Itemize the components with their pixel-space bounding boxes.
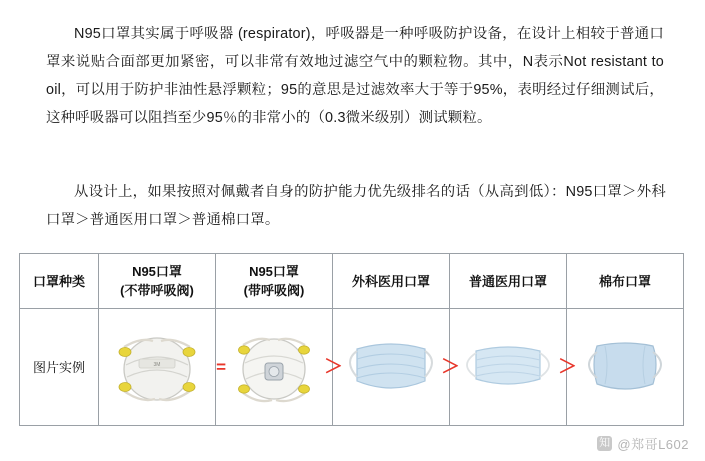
header-main-3: 外科医用口罩 bbox=[351, 273, 430, 289]
connector-1: = bbox=[216, 357, 226, 377]
connector-4: ＞ bbox=[557, 356, 577, 378]
mask-cell-surgical bbox=[333, 309, 460, 426]
mask-cell-n95-no-valve bbox=[99, 309, 226, 426]
watermark-text: @郑哥L602 bbox=[617, 437, 689, 452]
svg-text:3M: 3M bbox=[153, 362, 161, 368]
surgical-mask-icon bbox=[335, 327, 447, 407]
table-image-row bbox=[20, 309, 684, 426]
medical-mask-icon bbox=[452, 327, 564, 407]
header-main-5: 棉布口罩 bbox=[598, 273, 651, 289]
table-header-row bbox=[20, 254, 684, 309]
table-header-cell-2 bbox=[216, 254, 333, 309]
header-main-4: 普通医用口罩 bbox=[468, 273, 547, 289]
watermark bbox=[597, 434, 689, 453]
header-sub-1: (不带呼吸阀) bbox=[120, 283, 194, 298]
cotton-mask-icon bbox=[569, 326, 681, 408]
table-header-cell-1 bbox=[99, 254, 216, 309]
n95-cup-no-valve-icon bbox=[101, 319, 213, 415]
paragraph-n95-definition: N95口罩其实属于呼吸器 (respirator)，呼吸器是一种呼吸防护设备，在设计上相较于普通口罩来说贴合面部更加紧密，可以非常有效地过滤空气中的颗粒物。其中，N表示Not resistant to oil，可以用于防护非油性悬浮颗粒；95的意思是过滤效率大于等于95%，表明经过仔细测试后，这种呼吸器可以阻挡至少95％的非常小的（0.3微米级别）测试颗粒。 bbox=[46, 26, 664, 127]
mask-comparison-table bbox=[19, 253, 684, 426]
header-main-1: N95口罩 bbox=[132, 264, 182, 279]
table-header-cell-4 bbox=[450, 254, 567, 309]
connector-3: ＞ bbox=[440, 356, 460, 378]
row-label-mask-type: 口罩种类 bbox=[20, 254, 99, 309]
n95-cup-valve-icon bbox=[222, 319, 326, 415]
mask-cell-medical bbox=[450, 309, 577, 426]
row-label-image-example: 图片实例 bbox=[20, 309, 99, 426]
zhihu-logo-icon bbox=[597, 436, 612, 451]
table-header-cell-5 bbox=[567, 254, 684, 309]
header-sub-2: (带呼吸阀) bbox=[243, 283, 305, 298]
table-header-cell-3 bbox=[333, 254, 450, 309]
mask-cell-n95-valve bbox=[216, 309, 343, 426]
header-main-2: N95口罩 bbox=[249, 264, 299, 279]
mask-cell-cotton bbox=[567, 309, 684, 426]
paragraph-protection-ranking: 从设计上，如果按照对佩戴者自身的防护能力优先级排名的话（从高到低）：N95口罩＞外科口罩＞普通医用口罩＞普通棉口罩。 bbox=[46, 184, 666, 229]
connector-2: ＞ bbox=[323, 356, 343, 378]
